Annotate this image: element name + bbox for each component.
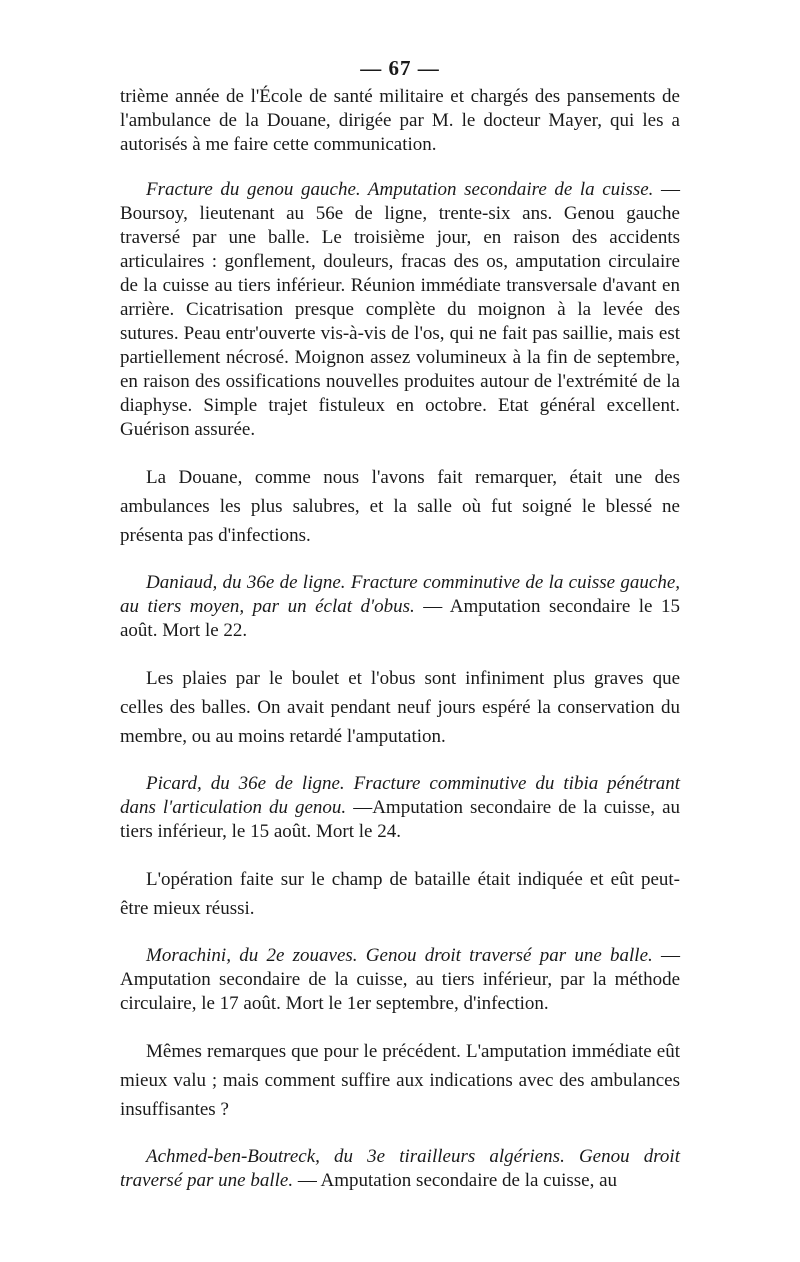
case-body: — Amputation secondaire de la cuisse, au tiers inférieur, par la méthode circulaire, le 17 août. Mort le 1er septembre, d'infection. — [120, 945, 681, 1014]
comment-paragraph — [120, 1037, 680, 1124]
paragraph-text: La Douane, comme nous l'avons fait remarquer, était une des ambulances les plus salubres, et la salle où fut soigné le blessé ne présenta pas d'infections. — [120, 467, 680, 546]
case-report-picard — [120, 772, 680, 844]
comment-paragraph — [120, 865, 680, 923]
case-title: Fracture du genou gauche. Amputation secondaire de la cuisse. — [146, 179, 654, 200]
case-title: Picard, du 36e de ligne. Fracture comminutive du tibia pénétrant dans l'articulation du genou. — [120, 773, 680, 818]
paragraph-text: Les plaies par le boulet et l'obus sont infiniment plus graves que celles des balles. On avait pendant neuf jours espéré la conservation du membre, ou au moins retardé l'amputation. — [120, 668, 680, 747]
case-body: — Amputation secondaire le 15 août. Mort le 22. — [120, 596, 680, 641]
case-title: Achmed-ben-Boutreck, du 3e tirailleurs algériens. Genou droit traversé par une balle. — [120, 1146, 680, 1191]
book-page — [120, 56, 680, 1193]
continued-paragraph — [120, 85, 680, 157]
case-report-boursoy — [120, 178, 680, 442]
case-report-daniaud — [120, 571, 680, 643]
case-report-morachini — [120, 944, 680, 1016]
case-body: —Amputation secondaire de la cuisse, au tiers inférieur, le 15 août. Mort le 24. — [120, 797, 681, 842]
comment-paragraph — [120, 463, 680, 550]
case-body: — Amputation secondaire de la cuisse, au — [297, 1170, 618, 1191]
paragraph-text: trième année de l'École de santé militaire et chargés des pansements de l'ambulance de la Douane, dirigée par M. le docteur Mayer, qui les a autorisés à me faire cette communication. — [120, 86, 680, 155]
case-body: — Boursoy, lieutenant au 56e de ligne, trente-six ans. Genou gauche traversé par une balle. Le troisième jour, en raison des accidents articulaires : gonflement, douleurs, fracas des os, amputation circulaire de la cuisse au tiers inférieur. Réunion immédiate transversale d'avant en arrière. Cicatrisation presque complète du moignon à la levée des sutures. Peau entr'ouverte vis-à-vis de l'os, qui ne fait pas saillie, mais est partiellement nécrosé. Moignon assez volumineux à la fin de septembre, en raison des ossifications nouvelles produites autour de l'extrémité de la diaphyse. Simple trajet fistuleux en octobre. Etat général excellent. Guérison assurée. — [120, 179, 681, 440]
paragraph-text: L'opération faite sur le champ de bataille était indiquée et eût peut-être mieux réussi. — [120, 869, 680, 919]
case-title: Morachini, du 2e zouaves. Genou droit traversé par une balle. — [146, 945, 653, 966]
comment-paragraph — [120, 664, 680, 751]
case-title: Daniaud, du 36e de ligne. Fracture comminutive de la cuisse gauche, au tiers moyen, par un éclat d'obus. — [120, 572, 680, 617]
case-report-achmed — [120, 1145, 680, 1193]
page-number: — 67 — — [360, 56, 440, 80]
paragraph-text: Mêmes remarques que pour le précédent. L'amputation immédiate eût mieux valu ; mais comment suffire aux indications avec des ambulances insuffisantes ? — [120, 1041, 680, 1120]
